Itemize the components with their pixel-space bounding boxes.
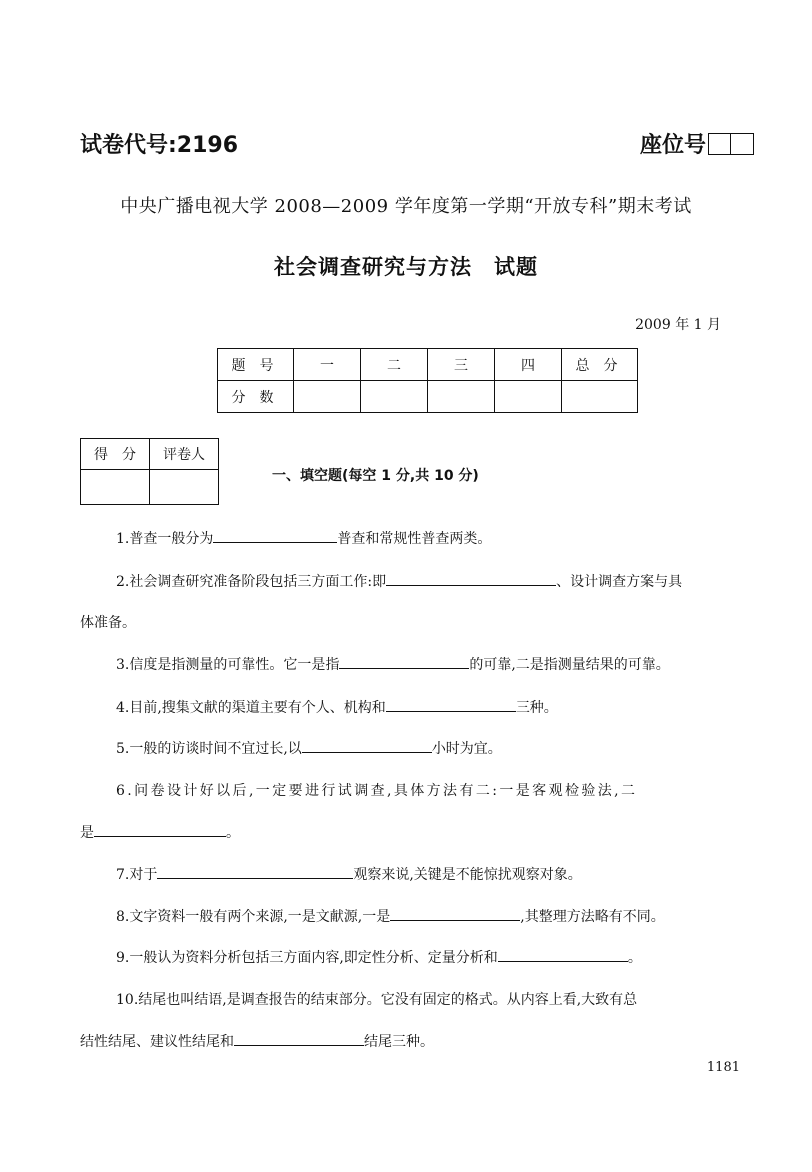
score-cell[interactable] bbox=[428, 381, 495, 413]
section-title: 一、填空题(每空 1 分,共 10 分) bbox=[272, 468, 479, 484]
answer-blank[interactable] bbox=[213, 528, 337, 543]
score-table-header-row bbox=[218, 349, 638, 381]
answer-blank[interactable] bbox=[386, 571, 556, 586]
answer-blank[interactable] bbox=[390, 906, 520, 921]
score-cell[interactable] bbox=[81, 470, 150, 505]
question-3: 3.信度是指测量的可靠性。它一是指 的可靠,二是指测量结果的可靠。 bbox=[80, 645, 792, 685]
score-cell[interactable] bbox=[294, 381, 361, 413]
paper-code: 试卷代号:2196 bbox=[80, 133, 239, 158]
question-2: 2.社会调查研究准备阶段包括三方面工作:即 、设计调查方案与具 bbox=[80, 562, 792, 602]
question-2-continued: 体准备。 bbox=[80, 615, 136, 631]
score-cell[interactable] bbox=[361, 381, 428, 413]
exam-header: 中央广播电视大学 2008—2009 学年度第一学期“开放专科”期末考试 bbox=[120, 196, 692, 217]
question-9: 9.一般认为资料分析包括三方面内容,即定性分析、定量分析和 。 bbox=[80, 938, 792, 978]
answer-blank[interactable] bbox=[94, 822, 226, 837]
question-10: 10.结尾也叫结语,是调查报告的结束部分。它没有固定的格式。从内容上看,大致有总 bbox=[116, 992, 638, 1008]
grader-header: 评卷人 bbox=[150, 439, 219, 470]
seat-number bbox=[640, 128, 754, 159]
score-table-col: 总分 bbox=[562, 349, 638, 381]
question-1: 1.普查一般分为 普查和常规性普查两类。 bbox=[80, 519, 792, 559]
question-6: 6.问卷设计好以后,一定要进行试调查,具体方法有二:一是客观检验法,二 bbox=[116, 783, 638, 799]
grader-cell[interactable] bbox=[150, 470, 219, 505]
score-table-col: 二 bbox=[361, 349, 428, 381]
score-table-label: 分数 bbox=[218, 381, 294, 413]
seat-boxes[interactable] bbox=[708, 133, 754, 155]
score-table-score-row bbox=[218, 381, 638, 413]
answer-blank[interactable] bbox=[157, 864, 353, 879]
score-table bbox=[217, 348, 638, 413]
score-cell[interactable] bbox=[562, 381, 638, 413]
question-5: 5.一般的访谈时间不宜过长,以 小时为宜。 bbox=[80, 729, 792, 769]
answer-blank[interactable] bbox=[302, 738, 432, 753]
question-8: 8.文字资料一般有两个来源,一是文献源,一是 ,其整理方法略有不同。 bbox=[80, 897, 792, 937]
score-header: 得 分 bbox=[81, 439, 150, 470]
answer-blank[interactable] bbox=[339, 654, 469, 669]
score-cell[interactable] bbox=[495, 381, 562, 413]
question-6-continued: 是 。 bbox=[80, 813, 756, 853]
question-7: 7.对于 观察来说,关键是不能惊扰观察对象。 bbox=[80, 855, 792, 895]
question-10-continued: 结性结尾、建议性结尾和 结尾三种。 bbox=[80, 1022, 756, 1062]
score-table-col: 四 bbox=[495, 349, 562, 381]
exam-title: 社会调查研究与方法 试题 bbox=[274, 255, 538, 279]
question-4: 4.目前,搜集文献的渠道主要有个人、机构和 三种。 bbox=[80, 688, 792, 728]
page-number: 1181 bbox=[706, 1060, 740, 1075]
answer-blank[interactable] bbox=[498, 947, 628, 962]
score-table-col: 一 bbox=[294, 349, 361, 381]
score-table-label: 题号 bbox=[218, 349, 294, 381]
seat-label: 座位号 bbox=[639, 133, 706, 158]
answer-blank[interactable] bbox=[386, 697, 516, 712]
score-table-col: 三 bbox=[428, 349, 495, 381]
answer-blank[interactable] bbox=[234, 1031, 364, 1046]
exam-date: 2009 年 1 月 bbox=[635, 317, 721, 333]
grader-table bbox=[80, 438, 219, 505]
